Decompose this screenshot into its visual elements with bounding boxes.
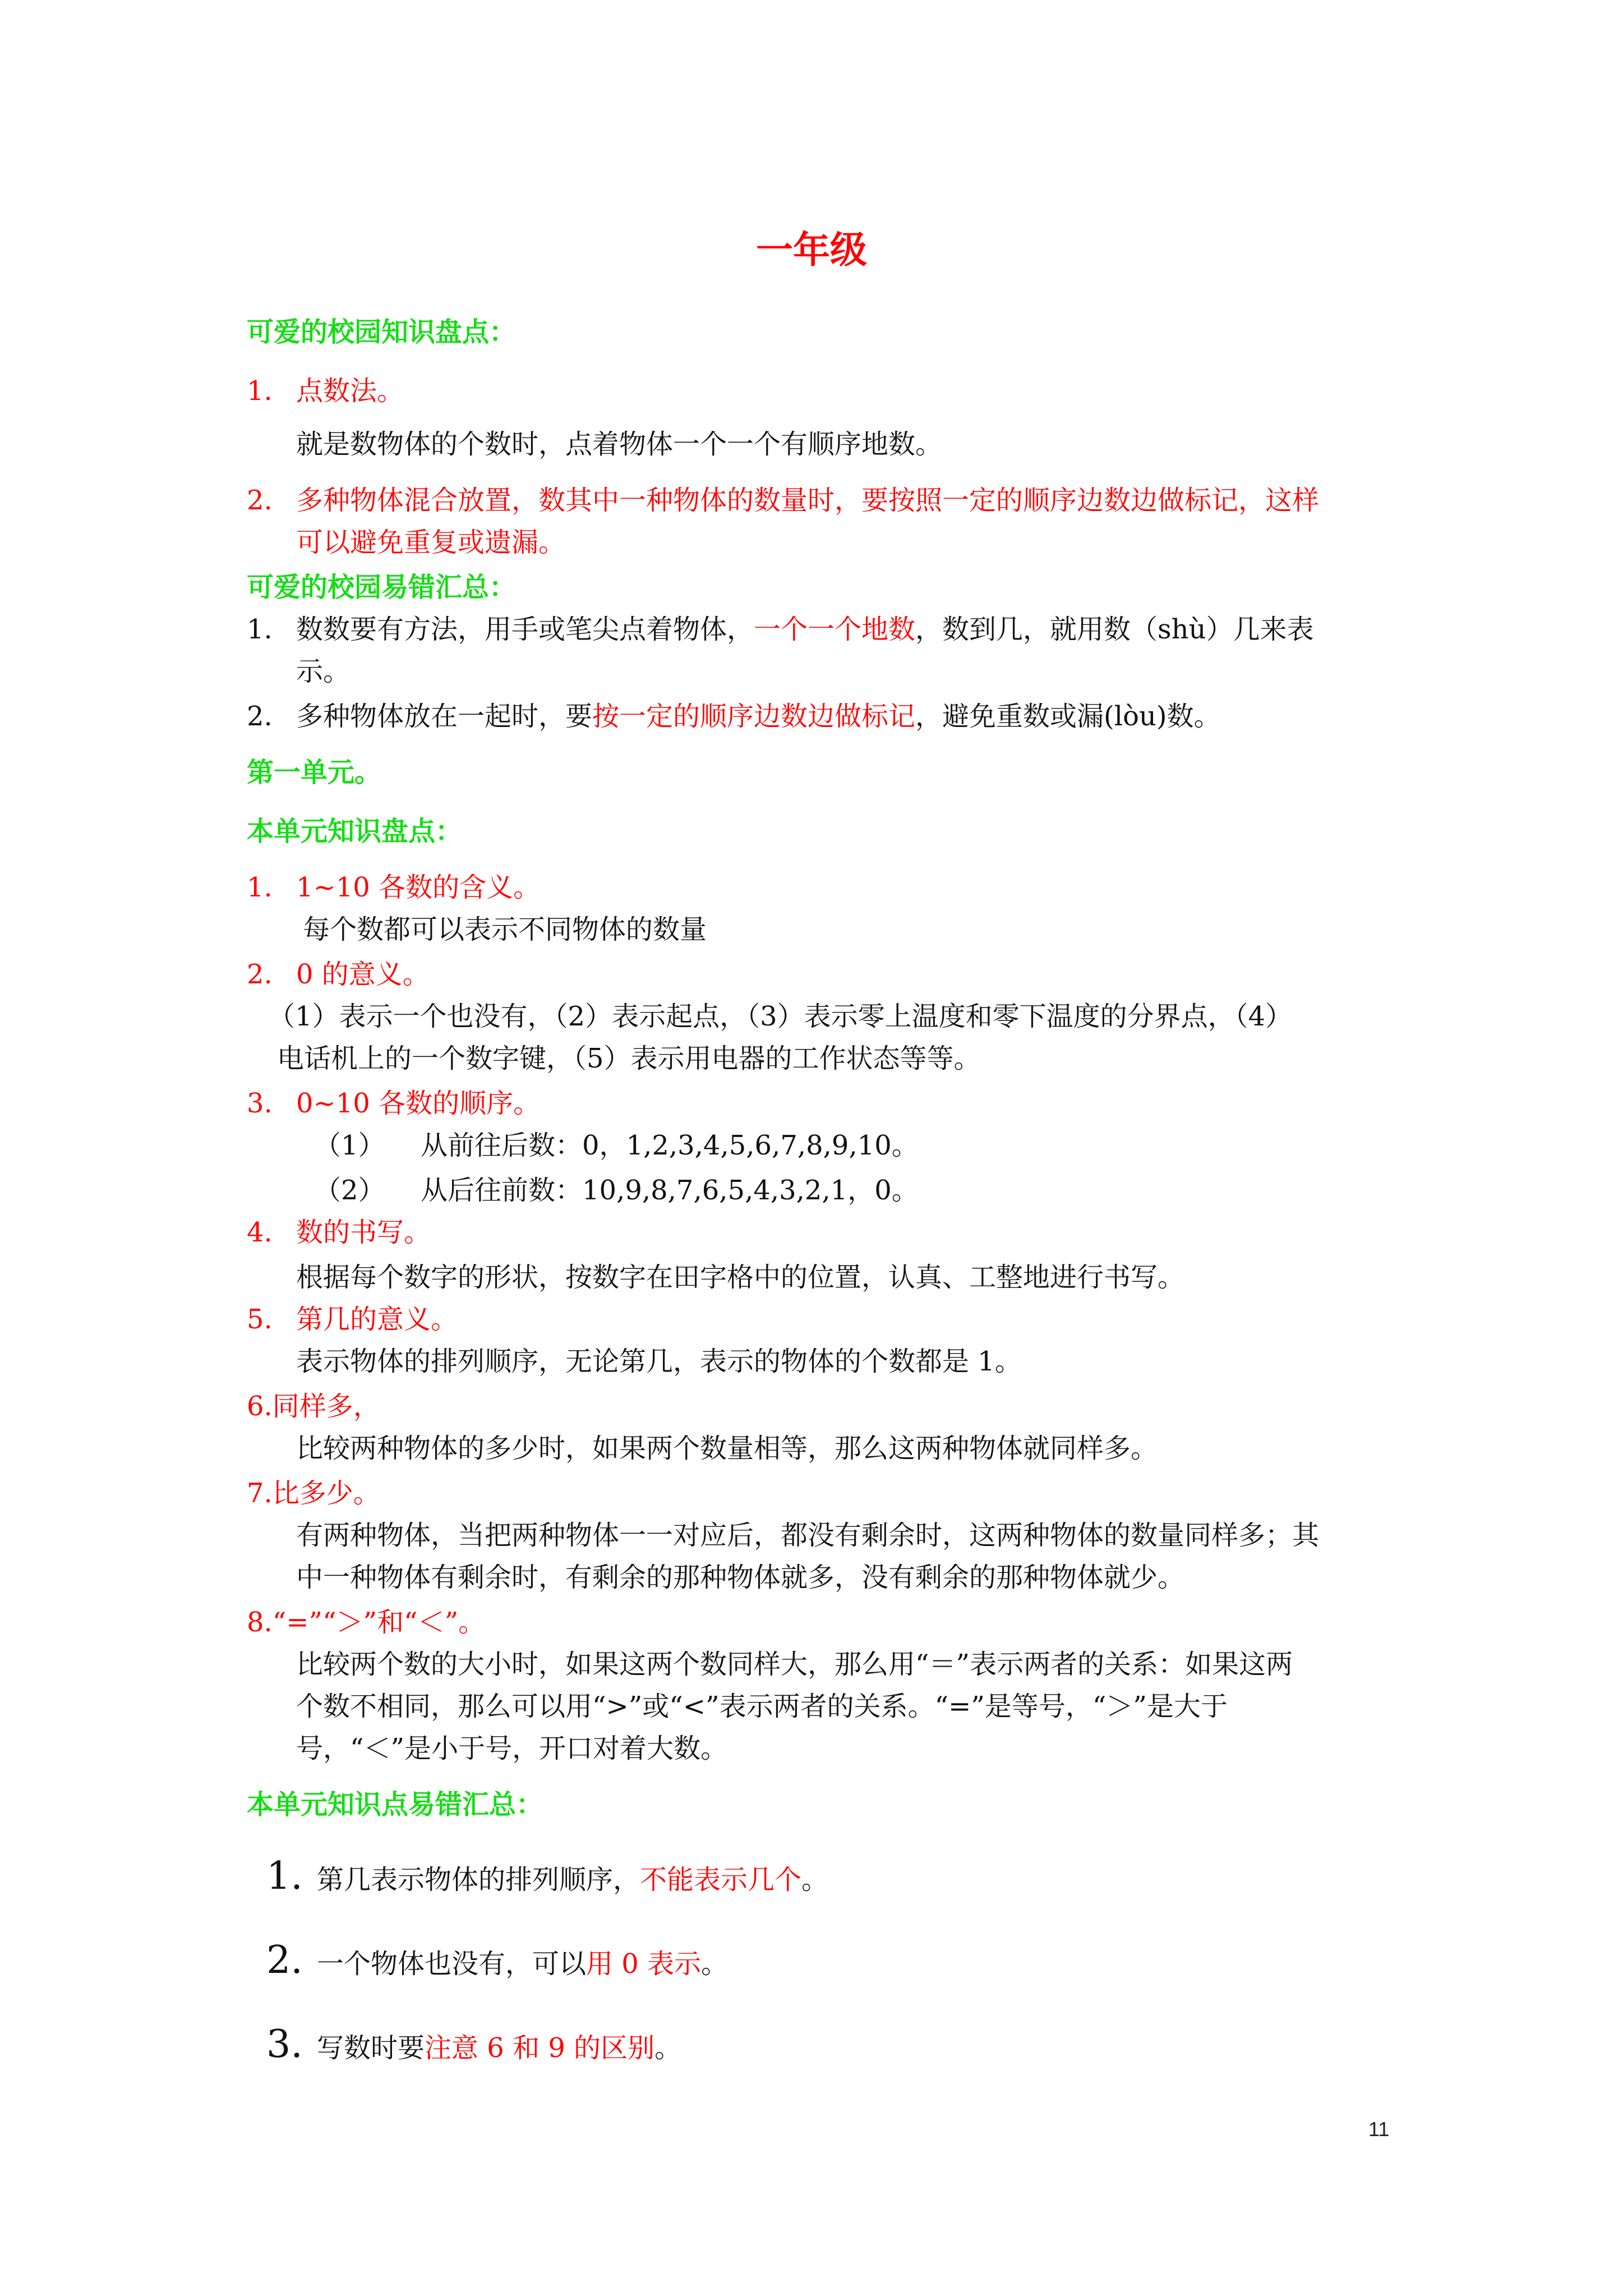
section-heading-unit-knowledge: 本单元知识盘点： — [247, 816, 463, 847]
sub-item — [314, 1172, 919, 1208]
list-item — [247, 1301, 458, 1337]
item-description-continuation: 中一种物体有剩余时，有剩余的那种物体就多，没有剩余的那种物体就少。 — [296, 1562, 1185, 1593]
item-text: ，避免重数或漏(lòu)数。 — [915, 701, 1221, 732]
item-number: 2. — [247, 485, 273, 516]
item-text: 一个物体也没有，可以 — [317, 1948, 587, 1980]
list-item — [247, 611, 1314, 647]
list-item — [247, 373, 404, 409]
item-title: 6.同样多， — [247, 1391, 380, 1422]
item-text: 第几表示物体的排列顺序， — [317, 1864, 640, 1895]
item-text-continuation: 示。 — [296, 656, 351, 687]
item-title-continuation: 可以避免重复或遗漏。 — [296, 527, 566, 558]
page-number: 11 — [1368, 2118, 1390, 2141]
section-heading-campus-knowledge: 可爱的校园知识盘点： — [247, 316, 517, 348]
sub-item-text: 从前往后数：0，1,2,3,4,5,6,7,8,9,10。 — [421, 1130, 919, 1161]
item-number: 2. — [247, 959, 273, 990]
item-number: 1. — [266, 1854, 303, 1898]
item-description: 比较两种物体的多少时，如果两个数量相等，那么这两种物体就同样多。 — [296, 1433, 1158, 1464]
section-heading-unit-errors: 本单元知识点易错汇总： — [247, 1789, 543, 1820]
list-item — [266, 2019, 681, 2073]
highlight-text: 按一定的顺序边数边做标记 — [592, 701, 916, 732]
item-description: 就是数物体的个数时，点着物体一个一个有顺序地数。 — [296, 429, 943, 460]
item-text: 写数时要 — [317, 2032, 425, 2064]
list-item — [247, 698, 1221, 734]
item-description: 比较两个数的大小时，如果这两个数同样大，那么用“＝”表示两者的关系：如果这两 — [296, 1649, 1293, 1680]
item-title: 8.“=”“＞”和“＜”。 — [247, 1607, 486, 1638]
item-title: 0~10 各数的顺序。 — [296, 1088, 541, 1119]
item-description-continuation: 电话机上的一个数字键，（5）表示用电器的工作状态等等。 — [277, 1043, 981, 1074]
item-number: 2. — [266, 1938, 303, 1982]
item-description: （1）表示一个也没有，（2）表示起点，（3）表示零上温度和零下温度的分界点，（4） — [268, 1001, 1293, 1032]
sub-item-label: （1） — [314, 1130, 385, 1161]
item-title: 7.比多少。 — [247, 1478, 380, 1509]
item-number: 1. — [247, 614, 273, 645]
item-text: 。 — [701, 1948, 728, 1980]
item-text: ，数到几，就用数（shù）几来表 — [915, 614, 1314, 645]
sub-item-label: （2） — [314, 1175, 385, 1206]
item-number: 4. — [247, 1217, 273, 1248]
item-title: 0 的意义。 — [296, 959, 430, 990]
page-title: 一年级 — [756, 228, 867, 272]
highlight-text: 用 0 表示 — [586, 1948, 702, 1980]
list-item — [266, 1935, 728, 1989]
item-description: 每个数都可以表示不同物体的数量 — [303, 914, 707, 945]
item-title: 数的书写。 — [296, 1217, 431, 1248]
unit-heading: 第一单元。 — [247, 757, 382, 788]
highlight-text: 一个一个地数 — [754, 614, 916, 645]
section-heading-campus-errors: 可爱的校园易错汇总： — [247, 572, 517, 603]
item-number: 1. — [247, 872, 273, 903]
list-item — [247, 869, 540, 905]
item-description: 根据每个数字的形状，按数字在田字格中的位置，认真、工整地进行书写。 — [296, 1262, 1185, 1293]
list-item — [247, 1085, 540, 1121]
sub-item-text: 从后往前数：10,9,8,7,6,5,4,3,2,1，0。 — [421, 1175, 919, 1206]
item-title: 多种物体混合放置，数其中一种物体的数量时，要按照一定的顺序边数边做标记，这样 — [296, 485, 1320, 516]
list-item — [247, 482, 1319, 518]
item-text: 。 — [801, 1864, 829, 1895]
item-title: 1~10 各数的含义。 — [296, 872, 541, 903]
item-number: 5. — [247, 1304, 273, 1335]
item-description-continuation: 个数不相同，那么可以用“>”或“<”表示两者的关系。“=”是等号，“＞”是大于 — [296, 1691, 1228, 1722]
highlight-text: 不能表示几个 — [640, 1864, 802, 1895]
item-description: 有两种物体，当把两种物体一一对应后，都没有剩余时，这两种物体的数量同样多；其 — [296, 1520, 1320, 1551]
highlight-text: 注意 6 和 9 的区别 — [425, 2032, 655, 2064]
list-item — [247, 956, 430, 992]
item-number: 3. — [266, 2022, 303, 2067]
item-title: 第几的意义。 — [296, 1304, 458, 1335]
item-text: 多种物体放在一起时，要 — [296, 701, 593, 732]
list-item — [247, 1214, 431, 1250]
item-number: 2. — [247, 701, 273, 732]
item-text: 数数要有方法，用手或笔尖点着物体， — [296, 614, 754, 645]
item-description: 表示物体的排列顺序，无论第几，表示的物体的个数都是 1。 — [296, 1346, 1022, 1377]
item-text: 。 — [654, 2032, 682, 2064]
item-number: 3. — [247, 1088, 273, 1119]
item-title: 点数法。 — [296, 375, 404, 407]
item-description-continuation: 号，“＜”是小于号，开口对着大数。 — [296, 1733, 728, 1764]
item-number: 1. — [247, 375, 273, 407]
sub-item — [314, 1128, 919, 1163]
list-item — [266, 1851, 828, 1905]
